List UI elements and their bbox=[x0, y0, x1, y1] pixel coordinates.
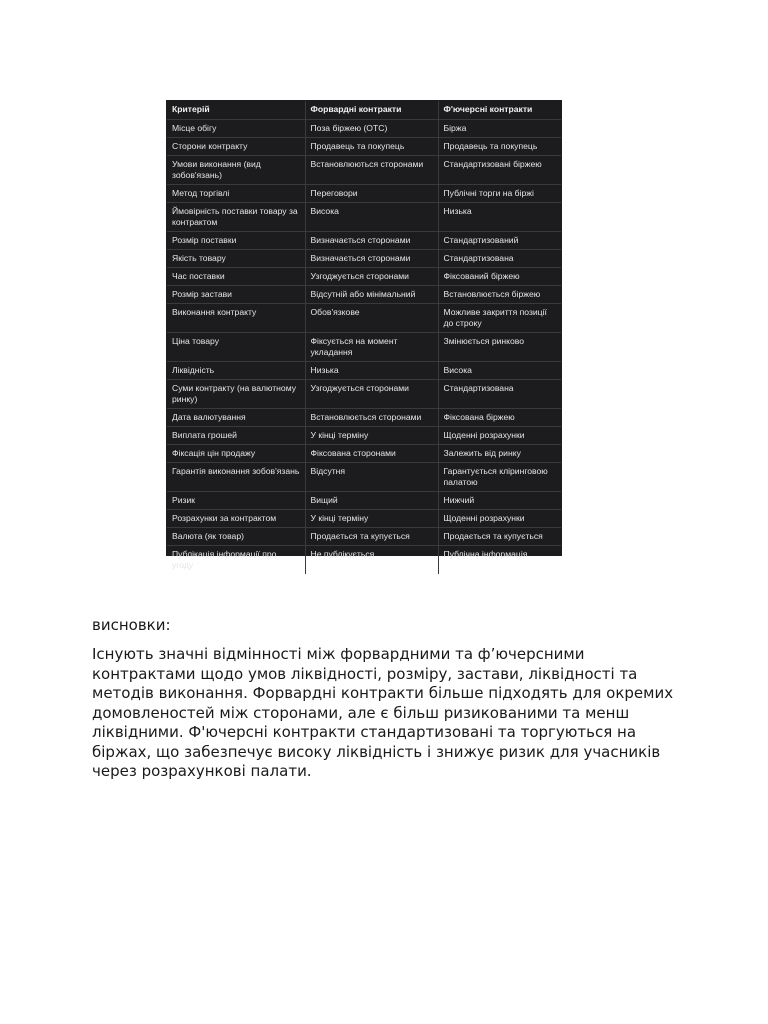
table-row bbox=[167, 286, 561, 304]
cell-forward: Висока bbox=[305, 203, 438, 232]
table-row bbox=[167, 528, 561, 546]
table-row bbox=[167, 185, 561, 203]
table-row bbox=[167, 156, 561, 185]
cell-forward: У кінці терміну bbox=[305, 510, 438, 528]
cell-futures: Публічні торги на біржі bbox=[438, 185, 561, 203]
cell-forward: Визначається сторонами bbox=[305, 232, 438, 250]
table-row bbox=[167, 268, 561, 286]
cell-criterion: Гарантія виконання зобов'язань bbox=[167, 463, 305, 492]
cell-criterion: Фіксація цін продажу bbox=[167, 445, 305, 463]
cell-forward: Вищий bbox=[305, 492, 438, 510]
cell-futures: Стандартизований bbox=[438, 232, 561, 250]
cell-forward: Визначається сторонами bbox=[305, 250, 438, 268]
cell-futures: Стандартизовані біржею bbox=[438, 156, 561, 185]
cell-forward: Встановлюється сторонами bbox=[305, 409, 438, 427]
cell-criterion: Суми контракту (на валютному ринку) bbox=[167, 380, 305, 409]
cell-futures: Стандартизована bbox=[438, 380, 561, 409]
table-row bbox=[167, 362, 561, 380]
cell-futures: Стандартизована bbox=[438, 250, 561, 268]
cell-criterion: Умови виконання (вид зобов'язань) bbox=[167, 156, 305, 185]
cell-futures: Продавець та покупець bbox=[438, 138, 561, 156]
cell-futures: Змінюється ринково bbox=[438, 333, 561, 362]
conclusions-paragraph: Існують значні відмінності між форвардними та ф’ючерсними контрактами щодо умов ліквідності, розміру, застави, ліквідності та методів виконання. Форвардні контракти більше підходять для окремих домовленостей між сторонами, але є більш ризикованими та менш ліквідними. Ф'ючерсні контракти стандартизовані та торгуються на біржах, що забезпечує високу ліквідність і знижує ризик для учасників через розрахункові палати. bbox=[92, 645, 674, 780]
cell-forward: Встановлюються сторонами bbox=[305, 156, 438, 185]
cell-criterion: Виконання контракту bbox=[167, 304, 305, 333]
table-row bbox=[167, 445, 561, 463]
table-row bbox=[167, 250, 561, 268]
table-row bbox=[167, 409, 561, 427]
header-criterion: Критерій bbox=[167, 101, 305, 120]
cell-forward: Низька bbox=[305, 362, 438, 380]
table-row bbox=[167, 463, 561, 492]
cell-futures: Публічна інформація bbox=[443, 549, 528, 559]
cell-forward: Обов'язкове bbox=[305, 304, 438, 333]
cell-futures: Низька bbox=[438, 203, 561, 232]
cell-criterion: Дата валютування bbox=[167, 409, 305, 427]
cell-futures: Продається та купується bbox=[438, 528, 561, 546]
cell-forward: Не публікується bbox=[305, 546, 438, 575]
comparison-table-image bbox=[166, 100, 562, 570]
cell-forward: Продавець та покупець bbox=[305, 138, 438, 156]
cell-futures: Фіксована біржею bbox=[438, 409, 561, 427]
cell-futures: Висока bbox=[438, 362, 561, 380]
cell-forward: У кінці терміну bbox=[305, 427, 438, 445]
table-row bbox=[167, 380, 561, 409]
conclusions-heading: висновки: bbox=[92, 616, 171, 634]
cell-futures: Біржа bbox=[438, 120, 561, 138]
cell-futures: Гарантується клiринговою палатою bbox=[438, 463, 561, 492]
table-row bbox=[167, 333, 561, 362]
cell-futures: Щоденні розрахунки bbox=[438, 510, 561, 528]
cell-forward: Відсутній або мінімальний bbox=[305, 286, 438, 304]
cell-criterion: Ліквідність bbox=[167, 362, 305, 380]
cell-criterion: Сторони контракту bbox=[167, 138, 305, 156]
table-row bbox=[167, 427, 561, 445]
cell-futures: Можливе закриття позиції до строку bbox=[438, 304, 561, 333]
cell-criterion: Метод торгівлі bbox=[167, 185, 305, 203]
cell-forward: Продається та купується bbox=[305, 528, 438, 546]
cell-forward: Фіксується на момент укладання bbox=[305, 333, 438, 362]
cell-criterion: Розрахунки за контрактом bbox=[167, 510, 305, 528]
table-header-row bbox=[167, 101, 561, 120]
cell-futures: Нижчий bbox=[438, 492, 561, 510]
cell-forward: Узгоджується сторонами bbox=[305, 380, 438, 409]
table-body bbox=[167, 120, 561, 575]
cell-criterion: Валюта (як товар) bbox=[167, 528, 305, 546]
cell-futures: Фіксований біржею bbox=[438, 268, 561, 286]
cell-criterion: Ціна товару bbox=[167, 333, 305, 362]
table-row bbox=[167, 304, 561, 333]
comparison-table bbox=[167, 101, 561, 574]
cell-futures: Щоденні розрахунки bbox=[438, 427, 561, 445]
table-row bbox=[167, 120, 561, 138]
table-row bbox=[167, 546, 561, 575]
cell-criterion: Публікація інформації про угоду bbox=[167, 546, 305, 575]
cell-criterion: Ймовірність поставки товару за контрактом bbox=[167, 203, 305, 232]
cell-forward: Фіксована сторонами bbox=[305, 445, 438, 463]
cell-criterion: Місце обігу bbox=[167, 120, 305, 138]
header-futures: Ф'ючерсні контракти bbox=[438, 101, 561, 120]
cell-forward: Відсутня bbox=[305, 463, 438, 492]
cell-futures: Встановлюється біржею bbox=[438, 286, 561, 304]
cell-criterion: Розмір застави bbox=[167, 286, 305, 304]
header-forward: Форвардні контракти bbox=[305, 101, 438, 120]
cell-forward: Узгоджується сторонами bbox=[305, 268, 438, 286]
cell-forward: Поза біржею (OTC) bbox=[305, 120, 438, 138]
cell-criterion: Ризик bbox=[167, 492, 305, 510]
cell-criterion: Якість товару bbox=[167, 250, 305, 268]
table-row bbox=[167, 232, 561, 250]
cell-criterion: Розмір поставки bbox=[167, 232, 305, 250]
table-row bbox=[167, 138, 561, 156]
cell-forward: Переговори bbox=[305, 185, 438, 203]
table-row bbox=[167, 492, 561, 510]
cell-futures: Залежить від ринку bbox=[438, 445, 561, 463]
cell-criterion: Виплата грошей bbox=[167, 427, 305, 445]
table-row bbox=[167, 203, 561, 232]
table-row bbox=[167, 510, 561, 528]
cell-criterion: Час поставки bbox=[167, 268, 305, 286]
